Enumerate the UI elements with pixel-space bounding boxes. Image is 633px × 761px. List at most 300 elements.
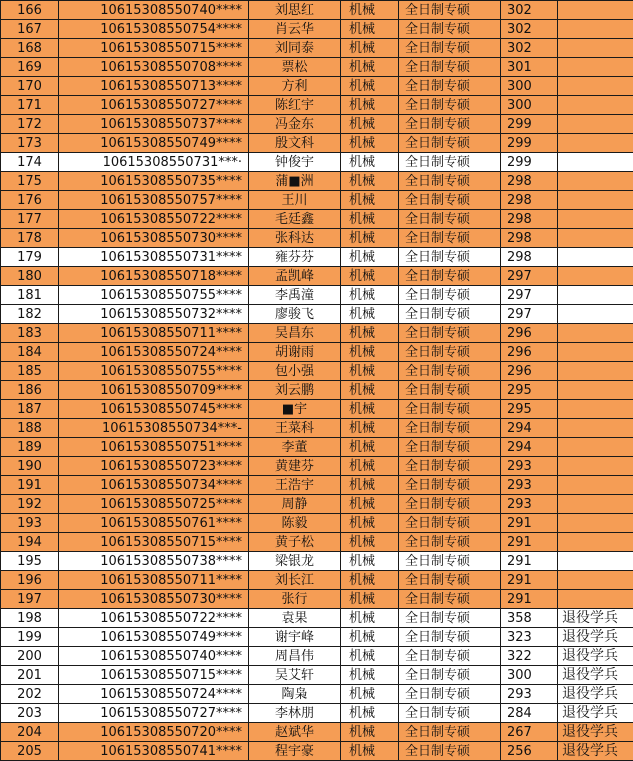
score-cell: 302	[501, 39, 558, 58]
score-cell: 302	[501, 1, 558, 20]
study-type-cell: 全日制专硕	[399, 571, 501, 590]
study-type-cell: 全日制专硕	[399, 419, 501, 438]
note-cell	[558, 286, 633, 305]
score-cell: 298	[501, 210, 558, 229]
student-name-cell: ■宇	[249, 400, 341, 419]
note-cell	[558, 571, 633, 590]
note-cell	[558, 77, 633, 96]
exam-id-cell: 10615308550761****	[59, 514, 249, 533]
major-cell: 机械	[341, 191, 399, 210]
table-row	[1, 343, 633, 362]
score-cell: 297	[501, 305, 558, 324]
student-name-cell: 刘云鹏	[249, 381, 341, 400]
rank-cell: 196	[1, 571, 59, 590]
rank-cell: 169	[1, 58, 59, 77]
score-cell: 291	[501, 571, 558, 590]
study-type-cell: 全日制专硕	[399, 381, 501, 400]
note-cell: 退役学兵	[558, 647, 633, 666]
rank-cell: 201	[1, 666, 59, 685]
exam-id-cell: 10615308550735****	[59, 172, 249, 191]
study-type-cell: 全日制专硕	[399, 438, 501, 457]
score-cell: 294	[501, 419, 558, 438]
note-cell	[558, 1, 633, 20]
major-cell: 机械	[341, 457, 399, 476]
table-row	[1, 153, 633, 172]
major-cell: 机械	[341, 1, 399, 20]
score-cell: 322	[501, 647, 558, 666]
rank-cell: 203	[1, 704, 59, 723]
score-cell: 291	[501, 514, 558, 533]
table-row	[1, 58, 633, 77]
score-cell: 291	[501, 533, 558, 552]
rank-cell: 204	[1, 723, 59, 742]
major-cell: 机械	[341, 362, 399, 381]
student-name-cell: 张行	[249, 590, 341, 609]
note-cell	[558, 400, 633, 419]
score-cell: 293	[501, 685, 558, 704]
study-type-cell: 全日制专硕	[399, 362, 501, 381]
exam-id-cell: 10615308550731***·	[59, 153, 249, 172]
exam-id-cell: 10615308550715****	[59, 39, 249, 58]
student-name-cell: 毛廷鑫	[249, 210, 341, 229]
exam-id-cell: 10615308550755****	[59, 362, 249, 381]
major-cell: 机械	[341, 96, 399, 115]
major-cell: 机械	[341, 419, 399, 438]
score-cell: 296	[501, 324, 558, 343]
exam-id-cell: 10615308550718****	[59, 267, 249, 286]
rank-cell: 184	[1, 343, 59, 362]
study-type-cell: 全日制专硕	[399, 457, 501, 476]
rank-cell: 199	[1, 628, 59, 647]
rank-cell: 189	[1, 438, 59, 457]
note-cell	[558, 533, 633, 552]
rank-cell: 188	[1, 419, 59, 438]
score-cell: 294	[501, 438, 558, 457]
major-cell: 机械	[341, 571, 399, 590]
rank-cell: 172	[1, 115, 59, 134]
student-name-cell: 陈毅	[249, 514, 341, 533]
student-name-cell: 李董	[249, 438, 341, 457]
exam-id-cell: 10615308550737****	[59, 115, 249, 134]
study-type-cell: 全日制专硕	[399, 1, 501, 20]
table-row	[1, 571, 633, 590]
exam-id-cell: 10615308550740****	[59, 647, 249, 666]
table-row	[1, 77, 633, 96]
rank-cell: 177	[1, 210, 59, 229]
student-name-cell: 王浩宇	[249, 476, 341, 495]
rank-cell: 179	[1, 248, 59, 267]
score-cell: 298	[501, 248, 558, 267]
table-row	[1, 533, 633, 552]
table-row	[1, 628, 633, 647]
table-row	[1, 400, 633, 419]
table-row	[1, 1, 633, 20]
major-cell: 机械	[341, 438, 399, 457]
exam-id-cell: 10615308550708****	[59, 58, 249, 77]
note-cell	[558, 457, 633, 476]
study-type-cell: 全日制专硕	[399, 267, 501, 286]
major-cell: 机械	[341, 628, 399, 647]
study-type-cell: 全日制专硕	[399, 324, 501, 343]
exam-id-cell: 10615308550749****	[59, 628, 249, 647]
student-name-cell: 黄建芬	[249, 457, 341, 476]
rank-cell: 180	[1, 267, 59, 286]
study-type-cell: 全日制专硕	[399, 229, 501, 248]
rank-cell: 198	[1, 609, 59, 628]
exam-id-cell: 10615308550713****	[59, 77, 249, 96]
study-type-cell: 全日制专硕	[399, 666, 501, 685]
study-type-cell: 全日制专硕	[399, 533, 501, 552]
table-row	[1, 210, 633, 229]
study-type-cell: 全日制专硕	[399, 609, 501, 628]
major-cell: 机械	[341, 343, 399, 362]
study-type-cell: 全日制专硕	[399, 172, 501, 191]
note-cell	[558, 305, 633, 324]
major-cell: 机械	[341, 58, 399, 77]
major-cell: 机械	[341, 609, 399, 628]
student-name-cell: 刘长江	[249, 571, 341, 590]
major-cell: 机械	[341, 20, 399, 39]
table-row	[1, 305, 633, 324]
note-cell	[558, 210, 633, 229]
study-type-cell: 全日制专硕	[399, 153, 501, 172]
major-cell: 机械	[341, 134, 399, 153]
note-cell: 退役学兵	[558, 666, 633, 685]
student-name-cell: 包小强	[249, 362, 341, 381]
exam-id-cell: 10615308550738****	[59, 552, 249, 571]
study-type-cell: 全日制专硕	[399, 514, 501, 533]
table-row	[1, 381, 633, 400]
exam-id-cell: 10615308550709****	[59, 381, 249, 400]
table-row	[1, 704, 633, 723]
exam-id-cell: 10615308550755****	[59, 286, 249, 305]
exam-id-cell: 10615308550727****	[59, 704, 249, 723]
exam-id-cell: 10615308550754****	[59, 20, 249, 39]
score-cell: 298	[501, 229, 558, 248]
student-name-cell: 梁银龙	[249, 552, 341, 571]
rank-cell: 171	[1, 96, 59, 115]
table-row	[1, 495, 633, 514]
exam-id-cell: 10615308550749****	[59, 134, 249, 153]
note-cell	[558, 381, 633, 400]
table-row	[1, 685, 633, 704]
major-cell: 机械	[341, 305, 399, 324]
rank-cell: 167	[1, 20, 59, 39]
score-cell: 293	[501, 495, 558, 514]
note-cell	[558, 172, 633, 191]
table-row	[1, 647, 633, 666]
major-cell: 机械	[341, 286, 399, 305]
rank-cell: 182	[1, 305, 59, 324]
score-cell: 291	[501, 590, 558, 609]
note-cell	[558, 39, 633, 58]
student-name-cell: 周静	[249, 495, 341, 514]
score-cell: 299	[501, 115, 558, 134]
exam-id-cell: 10615308550724****	[59, 685, 249, 704]
exam-id-cell: 10615308550727****	[59, 96, 249, 115]
rank-cell: 193	[1, 514, 59, 533]
study-type-cell: 全日制专硕	[399, 286, 501, 305]
rank-cell: 173	[1, 134, 59, 153]
student-name-cell: 冯金东	[249, 115, 341, 134]
table-row	[1, 590, 633, 609]
note-cell: 退役学兵	[558, 742, 633, 761]
rank-cell: 178	[1, 229, 59, 248]
student-name-cell: 陶枭	[249, 685, 341, 704]
student-name-cell: 谢宇峰	[249, 628, 341, 647]
table-row	[1, 609, 633, 628]
major-cell: 机械	[341, 248, 399, 267]
exam-id-cell: 10615308550751****	[59, 438, 249, 457]
study-type-cell: 全日制专硕	[399, 495, 501, 514]
student-name-cell: 王川	[249, 191, 341, 210]
student-name-cell: 钟俊宇	[249, 153, 341, 172]
study-type-cell: 全日制专硕	[399, 58, 501, 77]
study-type-cell: 全日制专硕	[399, 400, 501, 419]
student-name-cell: 周昌伟	[249, 647, 341, 666]
rank-cell: 181	[1, 286, 59, 305]
rank-cell: 168	[1, 39, 59, 58]
score-cell: 291	[501, 552, 558, 571]
major-cell: 机械	[341, 77, 399, 96]
score-cell: 297	[501, 267, 558, 286]
major-cell: 机械	[341, 324, 399, 343]
student-name-cell: 蒲■洲	[249, 172, 341, 191]
score-cell: 300	[501, 77, 558, 96]
note-cell	[558, 476, 633, 495]
note-cell	[558, 267, 633, 286]
table-row	[1, 666, 633, 685]
major-cell: 机械	[341, 514, 399, 533]
student-name-cell: 方利	[249, 77, 341, 96]
major-cell: 机械	[341, 172, 399, 191]
study-type-cell: 全日制专硕	[399, 704, 501, 723]
exam-id-cell: 10615308550711****	[59, 324, 249, 343]
note-cell	[558, 20, 633, 39]
score-cell: 296	[501, 343, 558, 362]
note-cell	[558, 590, 633, 609]
study-type-cell: 全日制专硕	[399, 210, 501, 229]
table-row	[1, 362, 633, 381]
student-name-cell: 程宇豪	[249, 742, 341, 761]
note-cell	[558, 153, 633, 172]
study-type-cell: 全日制专硕	[399, 685, 501, 704]
study-type-cell: 全日制专硕	[399, 134, 501, 153]
score-cell: 298	[501, 191, 558, 210]
rank-cell: 200	[1, 647, 59, 666]
exam-id-cell: 10615308550720****	[59, 723, 249, 742]
rank-cell: 186	[1, 381, 59, 400]
note-cell: 退役学兵	[558, 723, 633, 742]
student-name-cell: 刘同泰	[249, 39, 341, 58]
rank-cell: 190	[1, 457, 59, 476]
table-row	[1, 552, 633, 571]
rank-cell: 175	[1, 172, 59, 191]
student-name-cell: 李禹潼	[249, 286, 341, 305]
exam-id-cell: 10615308550741****	[59, 742, 249, 761]
note-cell	[558, 514, 633, 533]
study-type-cell: 全日制专硕	[399, 590, 501, 609]
study-type-cell: 全日制专硕	[399, 343, 501, 362]
note-cell: 退役学兵	[558, 704, 633, 723]
score-cell: 299	[501, 134, 558, 153]
major-cell: 机械	[341, 552, 399, 571]
exam-id-cell: 10615308550731****	[59, 248, 249, 267]
study-type-cell: 全日制专硕	[399, 77, 501, 96]
rank-cell: 166	[1, 1, 59, 20]
study-type-cell: 全日制专硕	[399, 191, 501, 210]
major-cell: 机械	[341, 210, 399, 229]
table-row	[1, 229, 633, 248]
major-cell: 机械	[341, 685, 399, 704]
student-name-cell: 胡谢雨	[249, 343, 341, 362]
note-cell	[558, 495, 633, 514]
table-row	[1, 172, 633, 191]
table-row	[1, 134, 633, 153]
note-cell	[558, 191, 633, 210]
student-name-cell: 肖云华	[249, 20, 341, 39]
major-cell: 机械	[341, 742, 399, 761]
table-row	[1, 286, 633, 305]
exam-id-cell: 10615308550732****	[59, 305, 249, 324]
score-cell: 267	[501, 723, 558, 742]
rank-cell: 192	[1, 495, 59, 514]
table-row	[1, 438, 633, 457]
study-type-cell: 全日制专硕	[399, 723, 501, 742]
table-row	[1, 514, 633, 533]
note-cell	[558, 324, 633, 343]
exam-id-cell: 10615308550740****	[59, 1, 249, 20]
table-row	[1, 723, 633, 742]
note-cell: 退役学兵	[558, 628, 633, 647]
note-cell	[558, 115, 633, 134]
note-cell: 退役学兵	[558, 685, 633, 704]
score-cell: 284	[501, 704, 558, 723]
major-cell: 机械	[341, 495, 399, 514]
table-row	[1, 476, 633, 495]
exam-id-cell: 10615308550725****	[59, 495, 249, 514]
note-cell	[558, 229, 633, 248]
study-type-cell: 全日制专硕	[399, 20, 501, 39]
study-type-cell: 全日制专硕	[399, 39, 501, 58]
note-cell	[558, 248, 633, 267]
score-cell: 293	[501, 457, 558, 476]
table-row	[1, 267, 633, 286]
exam-id-cell: 10615308550734***-	[59, 419, 249, 438]
student-name-cell: 孟凯峰	[249, 267, 341, 286]
student-name-cell: 刘思红	[249, 1, 341, 20]
exam-id-cell: 10615308550715****	[59, 533, 249, 552]
exam-id-cell: 10615308550745****	[59, 400, 249, 419]
exam-id-cell: 10615308550757****	[59, 191, 249, 210]
major-cell: 机械	[341, 723, 399, 742]
exam-id-cell: 10615308550722****	[59, 609, 249, 628]
score-cell: 300	[501, 666, 558, 685]
rank-cell: 191	[1, 476, 59, 495]
exam-id-cell: 10615308550722****	[59, 210, 249, 229]
major-cell: 机械	[341, 153, 399, 172]
rank-cell: 176	[1, 191, 59, 210]
rank-cell: 183	[1, 324, 59, 343]
student-name-cell: 吴艾轩	[249, 666, 341, 685]
note-cell	[558, 438, 633, 457]
table-row	[1, 191, 633, 210]
major-cell: 机械	[341, 400, 399, 419]
rank-cell: 205	[1, 742, 59, 761]
exam-id-cell: 10615308550734****	[59, 476, 249, 495]
study-type-cell: 全日制专硕	[399, 476, 501, 495]
table-row	[1, 419, 633, 438]
student-name-cell: 张科达	[249, 229, 341, 248]
exam-id-cell: 10615308550715****	[59, 666, 249, 685]
score-cell: 358	[501, 609, 558, 628]
study-type-cell: 全日制专硕	[399, 305, 501, 324]
score-cell: 300	[501, 96, 558, 115]
table-row	[1, 248, 633, 267]
score-cell: 298	[501, 172, 558, 191]
note-cell	[558, 58, 633, 77]
student-name-cell: 黄子松	[249, 533, 341, 552]
rank-cell: 197	[1, 590, 59, 609]
student-name-cell: 吴昌东	[249, 324, 341, 343]
score-cell: 295	[501, 381, 558, 400]
note-cell	[558, 362, 633, 381]
study-type-cell: 全日制专硕	[399, 742, 501, 761]
major-cell: 机械	[341, 39, 399, 58]
note-cell: 退役学兵	[558, 609, 633, 628]
note-cell	[558, 134, 633, 153]
study-type-cell: 全日制专硕	[399, 552, 501, 571]
exam-id-cell: 10615308550711****	[59, 571, 249, 590]
table-row	[1, 96, 633, 115]
score-cell: 296	[501, 362, 558, 381]
major-cell: 机械	[341, 704, 399, 723]
score-cell: 297	[501, 286, 558, 305]
table-row	[1, 115, 633, 134]
note-cell	[558, 343, 633, 362]
score-cell: 323	[501, 628, 558, 647]
table-row	[1, 20, 633, 39]
major-cell: 机械	[341, 229, 399, 248]
student-name-cell: 票松	[249, 58, 341, 77]
study-type-cell: 全日制专硕	[399, 647, 501, 666]
study-type-cell: 全日制专硕	[399, 628, 501, 647]
major-cell: 机械	[341, 590, 399, 609]
exam-id-cell: 10615308550723****	[59, 457, 249, 476]
exam-id-cell: 10615308550730****	[59, 590, 249, 609]
major-cell: 机械	[341, 115, 399, 134]
rank-cell: 170	[1, 77, 59, 96]
table-row	[1, 742, 633, 761]
score-cell: 295	[501, 400, 558, 419]
major-cell: 机械	[341, 476, 399, 495]
student-name-cell: 李林朋	[249, 704, 341, 723]
note-cell	[558, 552, 633, 571]
student-name-cell: 陈红宇	[249, 96, 341, 115]
rank-cell: 194	[1, 533, 59, 552]
student-name-cell: 殷文科	[249, 134, 341, 153]
exam-id-cell: 10615308550730****	[59, 229, 249, 248]
rank-cell: 174	[1, 153, 59, 172]
major-cell: 机械	[341, 267, 399, 286]
study-type-cell: 全日制专硕	[399, 115, 501, 134]
rank-cell: 195	[1, 552, 59, 571]
major-cell: 机械	[341, 666, 399, 685]
score-cell: 302	[501, 20, 558, 39]
student-name-cell: 袁果	[249, 609, 341, 628]
table-row	[1, 39, 633, 58]
score-cell: 293	[501, 476, 558, 495]
